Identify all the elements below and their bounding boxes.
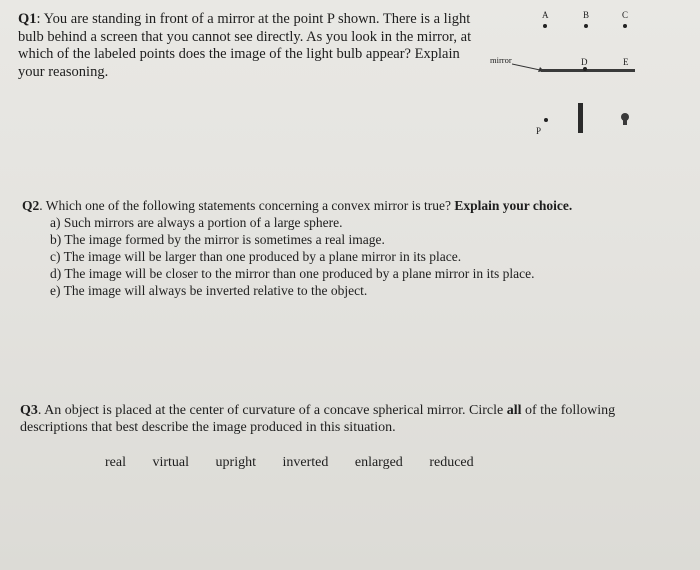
mirror-line [541,69,635,72]
question-2-text: . Which one of the following statements concerning a convex mirror is true? [39,198,452,213]
choice-enlarged[interactable]: enlarged [354,455,403,470]
question-3-emphasis: all [506,403,522,418]
point-b-label: B [583,10,590,20]
mirror-label: mirror [490,55,512,65]
choice-upright[interactable]: upright [215,455,256,470]
question-3-number: Q3 [20,403,38,418]
question-3-choices [105,455,497,471]
option-e: e) The image will always be inverted relative to the object. [50,283,368,298]
choice-virtual[interactable]: virtual [152,455,190,470]
option-b: b) The image formed by the mirror is sometimes a real image. [50,232,385,247]
point-d-dot [583,67,587,71]
question-2-emphasis: Explain your choice. [454,198,573,213]
question-2 [22,197,682,299]
point-b-dot [584,24,588,28]
point-p-label: P [536,126,542,136]
screen-barrier [578,103,583,133]
point-c-label: C [622,10,629,20]
point-a-label: A [542,10,549,20]
question-2-stem [22,197,682,214]
point-a-dot [543,24,547,28]
light-bulb-icon [620,112,630,128]
question-3-text-before: . An object is placed at the center of curvature of a concave spherical mirror. Circle [37,403,504,418]
question-1-text: : You are standing in front of a mirror at the point P shown. There is a light bulb behind a screen that you cannot see directly. As you look in the mirror, at which of the labeled points does the image of the light bulb appear? Explain your reasoning. [18,11,472,80]
point-p-dot [544,118,548,122]
option-c: c) The image will be larger than one produced by a plane mirror in its place. [50,249,462,264]
question-1 [18,11,480,81]
choice-inverted[interactable]: inverted [282,455,329,470]
option-a: a) Such mirrors are always a portion of a large sphere. [50,215,343,230]
mirror-arrow-icon [512,62,544,74]
question-3 [20,402,680,436]
point-e-label: E [623,57,629,67]
point-d-label: D [581,57,588,67]
point-c-dot [623,24,627,28]
question-2-number: Q2 [22,198,40,213]
choice-reduced[interactable]: reduced [429,455,474,470]
question-3-text-after: of the following descriptions that best describe the image produced in this situation. [20,403,616,435]
question-2-options [22,214,682,299]
choice-real[interactable]: real [105,455,126,470]
option-d: d) The image will be closer to the mirror than one produced by a plane mirror in its place. [50,266,535,281]
question-1-number: Q1 [18,11,37,27]
